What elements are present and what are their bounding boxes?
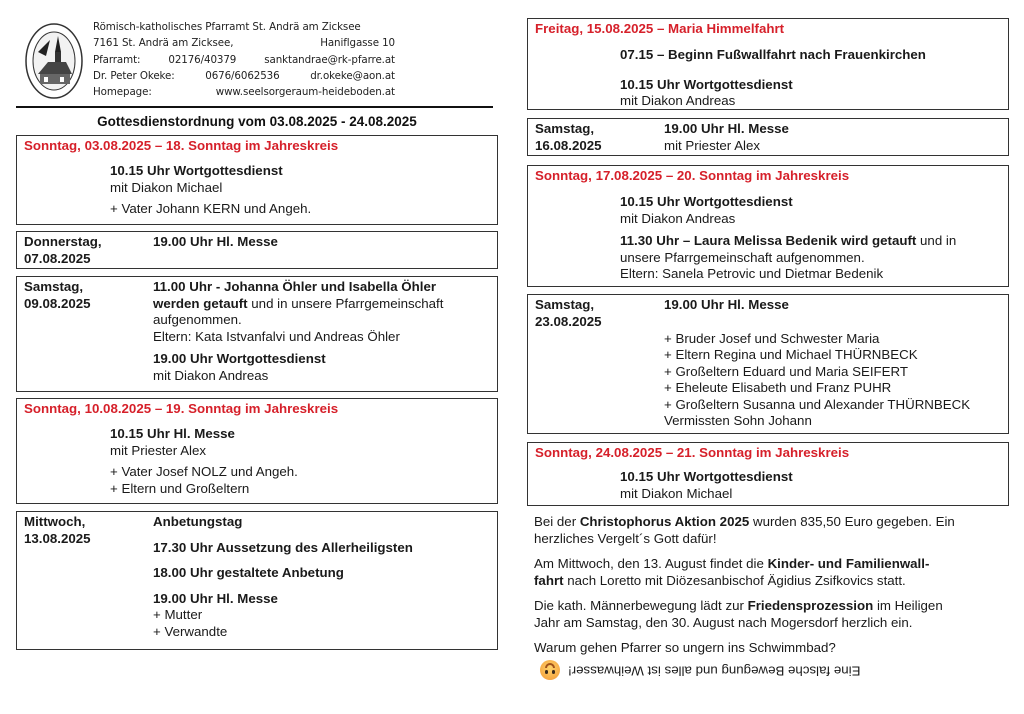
- event-box-sun-2408: [527, 442, 1009, 506]
- event-box-sun-1708: [527, 165, 1009, 287]
- event-box-wed-1308: [16, 511, 498, 650]
- priest-phone: 0676/6062536: [205, 69, 280, 82]
- event-item: 18.00 Uhr gestaltete Anbetung: [153, 565, 344, 580]
- announcement-pilgrimage: [534, 555, 1004, 589]
- homepage-label: Homepage:: [93, 86, 152, 99]
- office-phone: 02176/40379: [168, 53, 237, 66]
- event-box-sat-1608: [527, 118, 1009, 156]
- celebrant: mit Priester Alex: [110, 442, 207, 458]
- celebrant: mit Diakon Michael: [620, 485, 733, 501]
- service-title: 19.00 Uhr Hl. Messe: [664, 121, 789, 136]
- intention: + Bruder Josef und Schwester Maria: [664, 330, 880, 346]
- day-date: 13.08.2025: [24, 530, 91, 546]
- intention: + Großeltern Susanna und Alexander THÜRNBECK: [664, 396, 971, 412]
- event-title: Anbetungstag: [153, 514, 243, 529]
- priest-line: [93, 68, 395, 84]
- baptism-text: und in unsere Pfarrgemeinschaft: [247, 295, 444, 311]
- intention: + Vater Josef NOLZ und Angeh.: [110, 464, 298, 479]
- document-title: Gottesdienstordnung vom 03.08.2025 - 24.08.2025: [97, 114, 417, 129]
- office-label: Pfarramt:: [93, 53, 141, 66]
- address-city: 7161 St. Andrä am Zicksee,: [93, 37, 234, 50]
- intention: + Eheleute Elisabeth und Franz PUHR: [664, 380, 892, 395]
- contact-block: [93, 19, 395, 100]
- text: herzliches Vergelt´s Gott dafür!: [534, 531, 717, 546]
- day-heading: Freitag, 15.08.2025 – Maria Himmelfahrt: [535, 21, 785, 36]
- intention: + Vater Johann KERN und Angeh.: [110, 201, 312, 216]
- address-line: [93, 35, 395, 51]
- text: wurden 835,50 Euro gegeben. Ein: [749, 514, 955, 529]
- service-title: 10.15 Uhr Hl. Messe: [110, 426, 235, 441]
- office-line: [93, 52, 395, 68]
- text: nach Loretto mit Diözesanbischof Ägidius Zsifkovics statt.: [563, 573, 906, 588]
- event-box-sat-2308: [527, 294, 1009, 434]
- day-label: [24, 279, 91, 312]
- homepage-line: [93, 84, 395, 100]
- intention: Vermissten Sohn Johann: [664, 413, 812, 428]
- day-heading: Sonntag, 10.08.2025 – 19. Sonntag im Jahreskreis: [24, 401, 339, 416]
- service-title: 19.00 Uhr Wortgottesdienst: [153, 351, 326, 366]
- intention: + Eltern und Großeltern: [110, 480, 250, 496]
- joke-answer-row: [540, 660, 860, 680]
- celebrant: mit Diakon Andreas: [153, 367, 269, 383]
- announcement-christophorus: [534, 513, 1004, 547]
- service-title: 19.00 Uhr Hl. Messe: [664, 297, 789, 312]
- day-date: 23.08.2025: [535, 313, 602, 329]
- service-title: 10.15 Uhr Wortgottesdienst: [620, 76, 793, 92]
- highlight: Friedensprozession: [747, 598, 874, 613]
- event-item: 07.15 – Beginn Fußwallfahrt nach Frauenkirchen: [620, 47, 926, 62]
- baptism-title: 11.00 Uhr - Johanna Öhler und Isabella Öhler: [153, 279, 437, 294]
- intention: + Eltern Regina und Michael THÜRNBECK: [664, 347, 918, 362]
- celebrant: mit Diakon Andreas: [620, 210, 736, 226]
- service-title: 19.00 Uhr Hl. Messe: [153, 590, 278, 606]
- text: Jahr am Samstag, den 30. August nach Mogersdorf herzlich ein.: [534, 615, 913, 630]
- text: im Heiligen: [873, 598, 943, 613]
- intention: + Mutter: [153, 607, 203, 622]
- day-name: Donnerstag,: [24, 234, 102, 249]
- service-title: 10.15 Uhr Wortgottesdienst: [110, 163, 283, 178]
- intention: + Großeltern Eduard und Maria SEIFERT: [664, 363, 909, 379]
- address-street: Haniflgasse 10: [320, 37, 395, 50]
- priest-label: Dr. Peter Okeke:: [93, 69, 175, 82]
- baptism-text-cont: unsere Pfarrgemeinschaft aufgenommen.: [620, 249, 865, 265]
- service-title: 10.15 Uhr Wortgottesdienst: [620, 469, 793, 484]
- parents: Eltern: Kata Istvanfalvi und Andreas Öhler: [153, 328, 400, 344]
- service-title: 10.15 Uhr Wortgottesdienst: [620, 194, 793, 209]
- homepage-link[interactable]: www.seelsorgeraum-heideboden.at: [215, 86, 395, 99]
- event-item: 17.30 Uhr Aussetzung des Allerheiligsten: [153, 539, 413, 555]
- highlight: fahrt: [534, 573, 564, 588]
- office-email[interactable]: sanktandrae@rk-pfarre.at: [264, 53, 395, 66]
- baptism-text: und in: [916, 233, 957, 248]
- event-box-sun-1008: [16, 398, 498, 504]
- day-date: 07.08.2025: [24, 250, 91, 266]
- day-heading: Sonntag, 24.08.2025 – 21. Sonntag im Jahreskreis: [535, 445, 850, 460]
- text: Bei der: [534, 514, 580, 529]
- parish-seal-icon: [24, 22, 84, 100]
- celebrant: mit Diakon Michael: [110, 179, 223, 195]
- day-date: 16.08.2025: [535, 137, 602, 153]
- day-name: Samstag,: [535, 297, 595, 312]
- day-date: 09.08.2025: [24, 295, 91, 311]
- day-label: [535, 297, 602, 330]
- baptism-text-cont: aufgenommen.: [153, 312, 242, 327]
- intention: + Verwandte: [153, 623, 228, 639]
- day-heading: Sonntag, 17.08.2025 – 20. Sonntag im Jahreskreis: [535, 168, 850, 183]
- service-title: 19.00 Uhr Hl. Messe: [153, 234, 278, 249]
- event-box-sat-0908: [16, 276, 498, 392]
- day-label: [24, 514, 91, 547]
- upside-down-face-icon: [540, 660, 560, 680]
- event-box-sun-0308: [16, 135, 498, 225]
- day-label: [535, 121, 602, 154]
- parents: Eltern: Sanela Petrovic und Dietmar Bedenik: [620, 266, 884, 281]
- event-box-thu-0708: [16, 231, 498, 269]
- header-divider: [16, 106, 493, 108]
- priest-email[interactable]: dr.okeke@aon.at: [310, 69, 395, 82]
- day-name: Samstag,: [24, 279, 84, 294]
- highlight: Kinder- und Familienwall-: [767, 556, 930, 571]
- day-name: Mittwoch,: [24, 514, 86, 529]
- joke-answer: Eine falsche Bewegung und alles ist Weihwasser!: [568, 663, 861, 679]
- joke-question: Warum gehen Pfarrer so ungern ins Schwimmbad?: [534, 640, 836, 655]
- baptism-title-cont: werden getauft: [153, 295, 248, 311]
- text: Am Mittwoch, den 13. August findet die: [534, 556, 768, 571]
- announcements: [534, 513, 1004, 664]
- celebrant: mit Priester Alex: [664, 137, 761, 153]
- day-label: [24, 234, 102, 267]
- event-box-fri-1508: [527, 18, 1009, 110]
- text: Die kath. Männerbewegung lädt zur: [534, 598, 748, 613]
- highlight: Christophorus Aktion 2025: [579, 514, 750, 529]
- day-name: Samstag,: [535, 121, 595, 136]
- celebrant: mit Diakon Andreas: [620, 93, 736, 108]
- announcement-procession: [534, 597, 1004, 631]
- day-heading: Sonntag, 03.08.2025 – 18. Sonntag im Jahreskreis: [24, 138, 339, 153]
- parish-name: Römisch-katholisches Pfarramt St. Andrä am Zicksee: [93, 21, 361, 33]
- baptism-title: 11.30 Uhr – Laura Melissa Bedenik wird getauft: [620, 233, 917, 248]
